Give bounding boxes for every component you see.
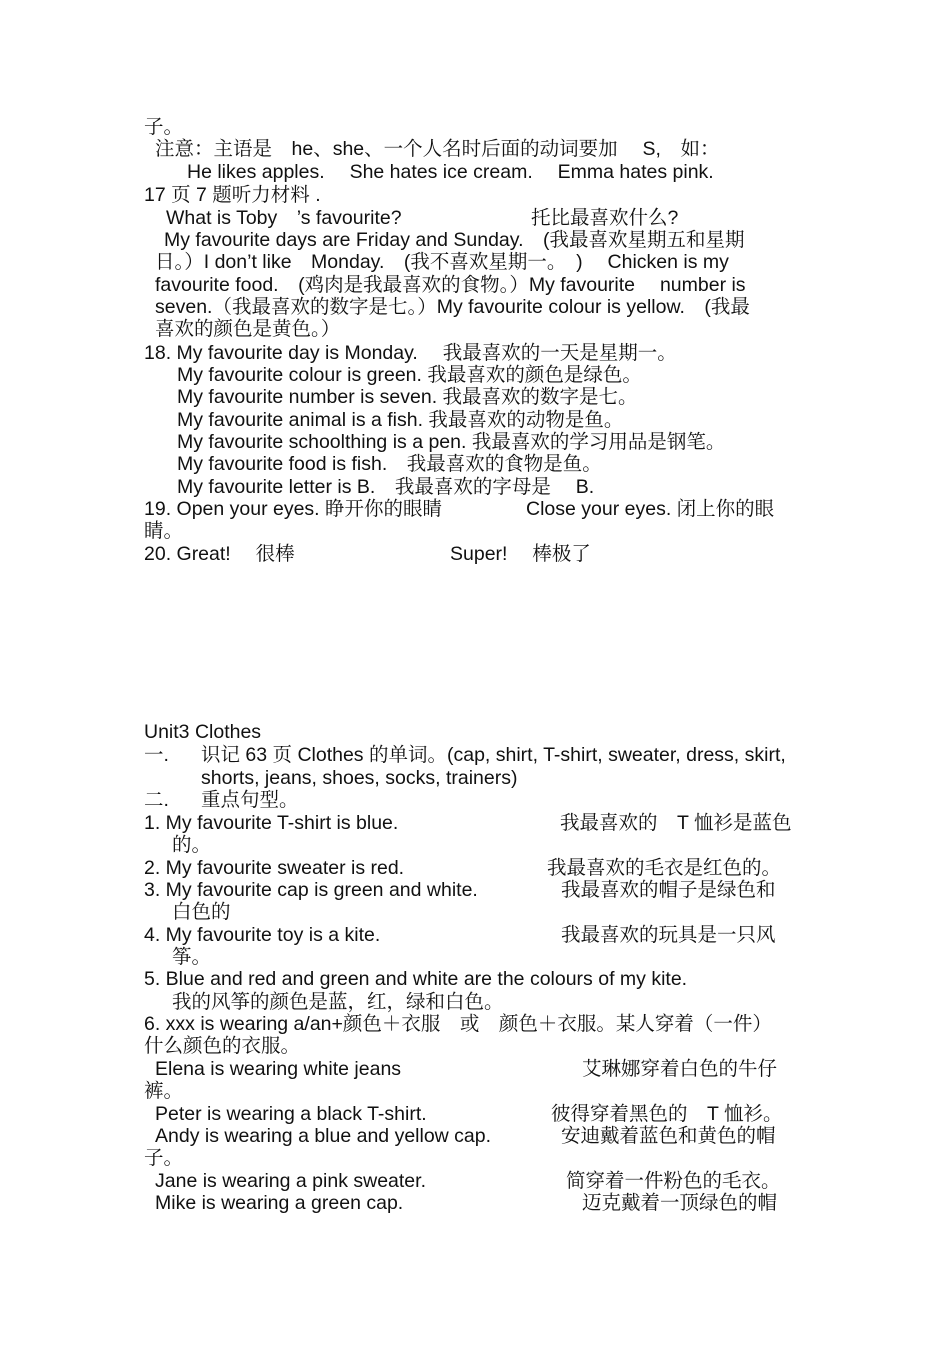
pattern-5: 5. Blue and red and green and white are the colours of my kite.: [144, 968, 688, 990]
item-18-line: My favourite schoolthing is a pen. 我最喜欢的学习用品是钢笔。: [177, 431, 726, 453]
item-18: 18. My favourite day is Monday. 我最喜欢的一天是星期一。: [144, 342, 677, 364]
example-2-translation: 彼得穿着黑色的 T 恤衫。: [551, 1103, 783, 1125]
example-3-cont: 子。: [144, 1147, 184, 1169]
example-4: Jane is wearing a pink sweater.: [155, 1170, 426, 1192]
section-heading: 17 页 7 题听力材料 .: [144, 184, 321, 206]
text-line: 子。: [144, 115, 184, 138]
listening-text-line: favourite food. (鸡肉是我最喜欢的食物。）My favourite number is: [155, 274, 746, 296]
pattern-1-translation: 我最喜欢的 T 恤衫是蓝色: [560, 812, 792, 834]
pattern-5-translation: 我的风筝的颜色是蓝，红，绿和白色。: [172, 991, 504, 1013]
section-1-number: 一.: [144, 744, 169, 766]
item-20-part2: Super! 棒极了: [450, 543, 591, 565]
listening-text-line: 喜欢的颜色是黄色。）: [155, 318, 341, 340]
item-19-cont: 睛。: [144, 520, 184, 542]
section-2-text: 重点句型。: [201, 789, 299, 811]
item-19: 19. Open your eyes. 睁开你的眼睛: [144, 498, 443, 520]
example-4-translation: 简穿着一件粉色的毛衣。: [566, 1170, 781, 1192]
example-1: Elena is wearing white jeans: [155, 1058, 402, 1080]
item-19-part2: Close your eyes. 闭上你的眼: [526, 498, 775, 520]
item-18-line: My favourite food is fish. 我最喜欢的食物是鱼。: [177, 453, 602, 475]
section-2-number: 二.: [144, 789, 169, 811]
item-18-line: My favourite number is seven. 我最喜欢的数字是七。: [177, 386, 638, 408]
pattern-4-translation: 我最喜欢的玩具是一只风: [561, 924, 776, 946]
pattern-3-cont: 白色的: [172, 901, 231, 923]
item-20: 20. Great! 很棒: [144, 543, 295, 565]
listening-text-line: My favourite days are Friday and Sunday. (我最喜欢星期五和星期: [164, 229, 745, 251]
listening-text-line: 日。）I don’t like Monday. (我不喜欢星期一。 ) Chicken is my: [155, 251, 729, 273]
example-1-translation: 艾琳娜穿着白色的牛仔: [582, 1058, 778, 1080]
example-3: Andy is wearing a blue and yellow cap.: [155, 1125, 492, 1147]
section-1-text-cont: shorts, jeans, shoes, socks, trainers): [201, 767, 518, 789]
item-18-line: My favourite letter is B. 我最喜欢的字母是 B.: [177, 476, 595, 498]
section-1-text: 识记 63 页 Clothes 的单词。(cap, shirt, T-shirt, sweater, dress, skirt,: [201, 744, 786, 766]
listening-text-line: seven.（我最喜欢的数字是七。）My favourite colour is yellow. (我最: [155, 296, 750, 318]
pattern-1: 1. My favourite T-shirt is blue.: [144, 812, 399, 834]
unit-title: Unit3 Clothes: [144, 721, 262, 743]
example-5-translation: 迈克戴着一顶绿色的帽: [582, 1192, 778, 1214]
listening-question-translation: 托比最喜欢什么?: [531, 207, 679, 229]
item-18-line: My favourite colour is green. 我最喜欢的颜色是绿色。: [177, 364, 642, 386]
listening-question: What is Toby ’s favourite?: [166, 207, 402, 229]
pattern-4: 4. My favourite toy is a kite.: [144, 924, 381, 946]
pattern-2-translation: 我最喜欢的毛衣是红色的。: [547, 857, 782, 879]
example-2: Peter is wearing a black T-shirt.: [155, 1103, 427, 1125]
pattern-1-cont: 的。: [172, 834, 212, 856]
example-3-translation: 安迪戴着蓝色和黄色的帽: [561, 1125, 776, 1147]
example-line: He likes apples. She hates ice cream. Emma hates pink.: [187, 161, 714, 183]
note-line: 注意：主语是 he、she、一个人名时后面的动词要加 S, 如：: [155, 138, 720, 160]
pattern-2: 2. My favourite sweater is red.: [144, 857, 405, 879]
pattern-3-translation: 我最喜欢的帽子是绿色和: [561, 879, 776, 901]
pattern-4-cont: 筝。: [172, 946, 212, 968]
item-18-line: My favourite animal is a fish. 我最喜欢的动物是鱼。: [177, 409, 624, 431]
example-1-cont: 裤。: [144, 1080, 184, 1102]
pattern-6-cont: 什么颜色的衣服。: [144, 1035, 301, 1057]
pattern-6: 6. xxx is wearing a/an+颜色＋衣服 或 颜色＋衣服。某人穿着（一件）: [144, 1013, 772, 1035]
pattern-3: 3. My favourite cap is green and white.: [144, 879, 478, 901]
example-5: Mike is wearing a green cap.: [155, 1192, 404, 1214]
